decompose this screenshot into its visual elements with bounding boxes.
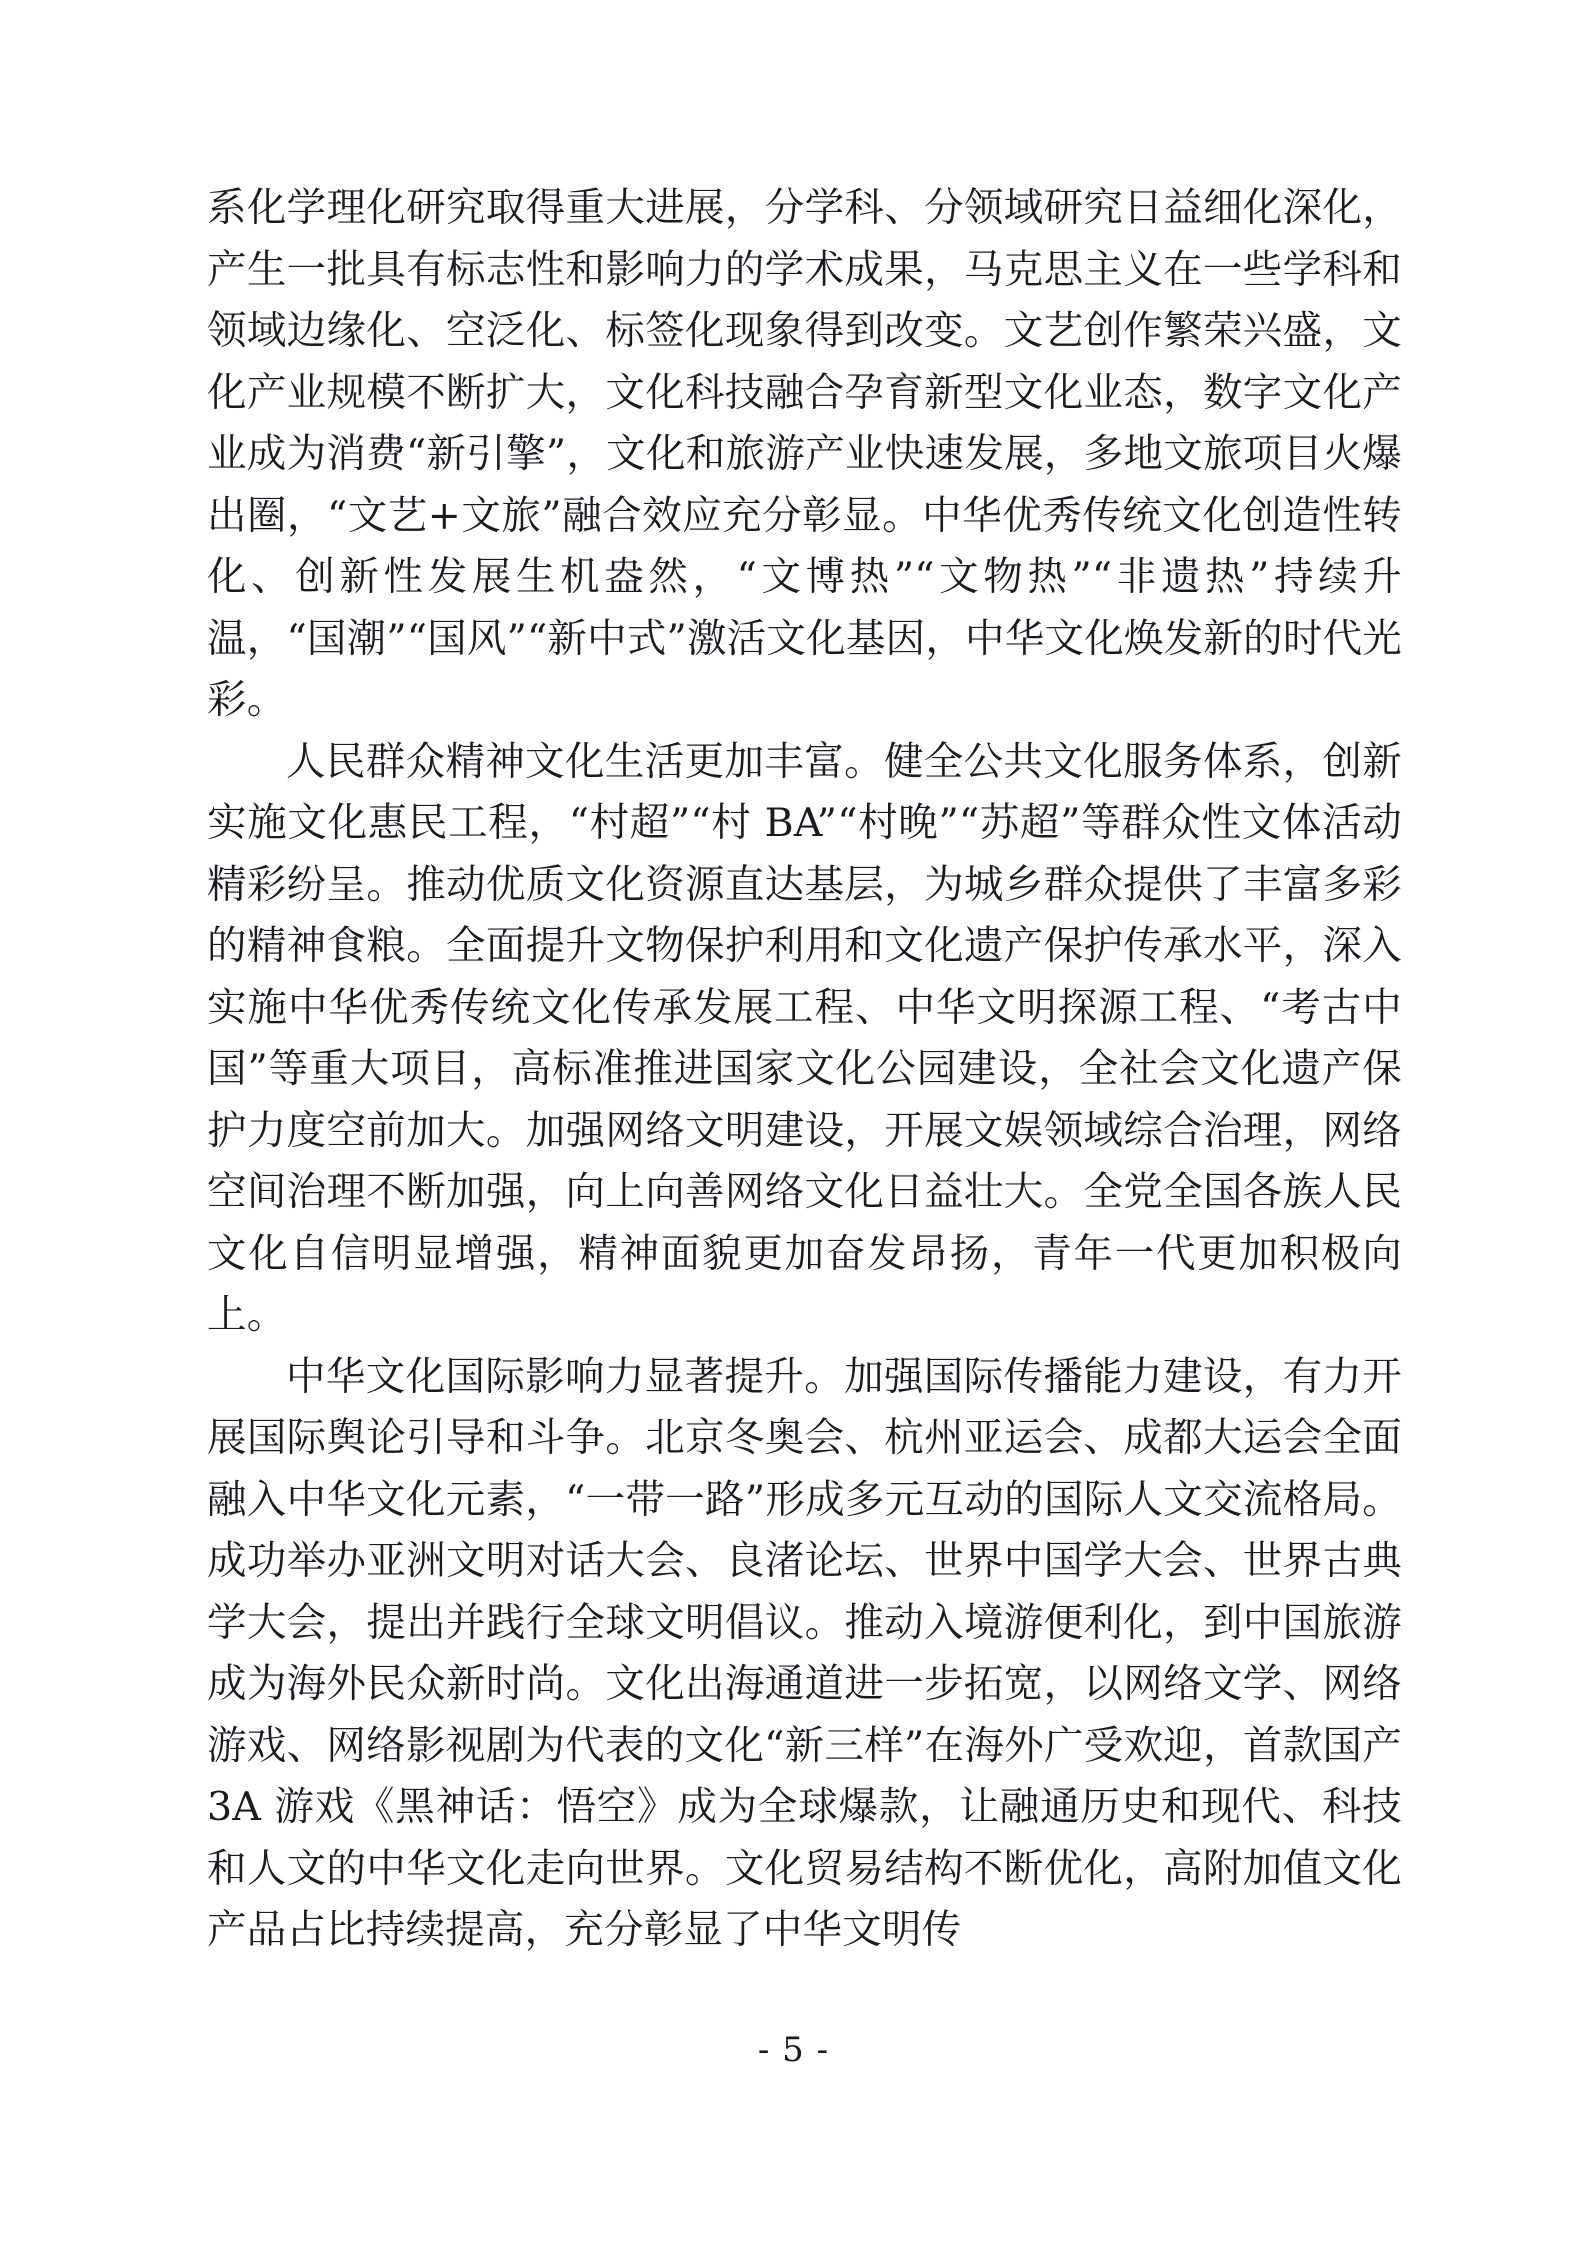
paragraph-2: 人民群众精神文化生活更加丰富。健全公共文化服务体系，创新实施文化惠民工程，“村超”“村 BA”“村晚”“苏超”等群众性文体活动精彩纷呈。推动优质文化资源直达基层，为城乡群众提供了丰富多彩的精神食粮。全面提升文物保护利用和文化遗产保护传承水平，深入实施中华优秀传统文化传承发展工程、中华文明探源工程、“考古中国”等重大项目，高标准推进国家文化公园建设，全社会文化遗产保护力度空前加大。加强网络文明建设，开展文娱领域综合治理，网络空间治理不断加强，向上向善网络文化日益壮大。全党全国各族人民文化自信明显增强，精神面貌更加奋发昂扬，青年一代更加积极向上。 [207,738,1402,1338]
page-body [207,178,1402,1962]
paragraph-3: 中华文化国际影响力显著提升。加强国际传播能力建设，有力开展国际舆论引导和斗争。北京冬奥会、杭州亚运会、成都大运会全面融入中华文化元素，“一带一路”形成多元互动的国际人文交流格局。成功举办亚洲文明对话大会、良渚论坛、世界中国学大会、世界古典学大会，提出并践行全球文明倡议。推动入境游便利化，到中国旅游成为海外民众新时尚。文化出海通道进一步拓宽，以网络文学、网络游戏、网络影视剧为代表的文化“新三样”在海外广受欢迎，首款国产 3A 游戏《黑神话：悟空》成为全球爆款，让融通历史和现代、科技和人文的中华文化走向世界。文化贸易结构不断优化，高附加值文化产品占比持续提高，充分彰显了中华文明传 [207,1353,1402,1953]
page-number: - 5 - [757,2030,830,2070]
paragraph-1: 系化学理化研究取得重大进展，分学科、分领域研究日益细化深化，产生一批具有标志性和影响力的学术成果，马克思主义在一些学科和领域边缘化、空泛化、标签化现象得到改变。文艺创作繁荣兴盛，文化产业规模不断扩大，文化科技融合孕育新型文化业态，数字文化产业成为消费“新引擎”，文化和旅游产业快速发展，多地文旅项目火爆出圈，“文艺+文旅”融合效应充分彰显。中华优秀传统文化创造性转化、创新性发展生机盎然，“文博热”“文物热”“非遗热”持续升温，“国潮”“国风”“新中式”激活文化基因，中华文化焕发新的时代光彩。 [207,185,1402,723]
